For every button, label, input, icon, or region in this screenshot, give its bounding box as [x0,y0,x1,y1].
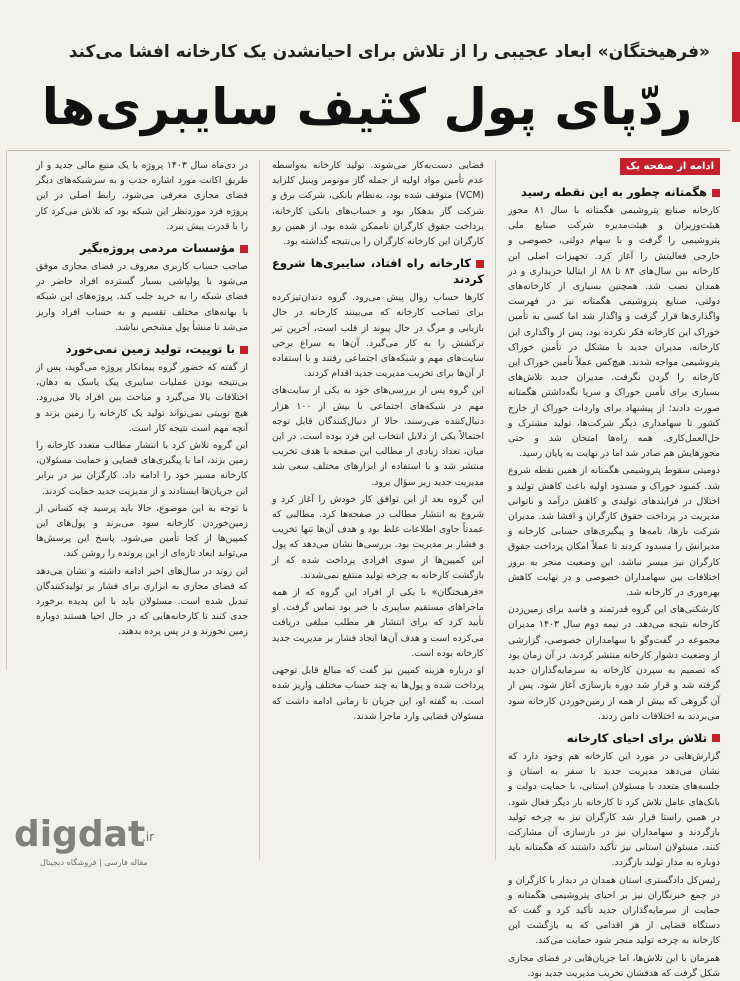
paragraph: کارخانه صنایع پتروشیمی هگمتانه با سال ۸۱ مجوز هیئت‌وزیران و هیئت‌مدیره شرکت صنایع ملی پتروشیمی را گرفت و با سهام دولتی، خصوصی و خارجی فعالیتش را آغاز کرد. تجهیزات اصلی این کارخانه بین سال‌های ۸۴ تا ۸۸ از ایتالیا خریداری و در همدان نصب شد. همچنین بسیاری از کارخانه‌های دولتی، صنایع پتروشیمی هگمتانه نیز در فهرست واگذاری‌ها قرار گرفت و واگذار شد اما کسی به تأمین خوراک این کارخانه فکر نکرده بود. پس از واگذاری این کارخانه، مدیران جدید با مشکل در تأمین خوراک پتروشیمی مواجه شدند. هیچ‌کس عملاً تأمین خوراک این کارخانه را گردن نگرفت. مدیران جدید تلاش‌های بسیاری برای تأمین خوراک و سرپا نگه‌داشتن هگمتانه صورت دادند؛ از پیشنهاد برای واردات خوراک از خارج کشور تا سهامداری دیگر شرکت‌ها، تولید مشترک و حل‌العمل‌کاری. همه راه‌ها امتحان شد و حتی مجوزهایش هم صادر شد اما در نهایت به پایان رسید. [508,205,720,460]
continued-label: ادامه از صفحه یک [620,158,720,175]
article-kicker: «فرهیختگان» ابعاد عجیبی را از تلاش برای احیانشدن یک کارخانه افشا می‌کند [68,42,710,62]
adjacent-page-edge [0,150,7,670]
paragraph: دومیتی سقوط پتروشیمی هگمتانه از همین نقطه شروع شد. کمبود خوراک و مسدود اولیه باعث کاهش تولید و اختلال در فرایندهای تولیدی و کاهش درآمد و ناتوانی مدیریت در پرداخت حقوق کارگران و افشا شد. مدیران شرکت بارها، نامه‌ها و پیگیری‌های حسابی کارخانه و مدیرانش را مسدود کردند تا عملاً امکان پرداخت حقوق کارگران نیز میسر نباشد. این وضعیت منجر به بروز اختلافات بین سهامداران خصوصی و در نهایت کاهش بهره‌وری در کارخانه شد. [508,465,720,599]
paragraph: گزارش‌هایی در مورد این کارخانه هم وجود دارد که نشان می‌دهد مدیریت جدید با سفر به استان و جلسه‌های متعدد با مسئولان استانی، با حمایت دولت و بانک‌های عامل تلاش کرد تا کارخانه بار دیگر فعال شود. در همین راستا قرار شد کارگران نیز به چرخه تولید بازگردند و سهامداران نیز در بازسازی آن مشارکت کنند. مسئولان استانی نیز تأکید داشتند که هگمتانه باید دوباره به مدار تولید بازگردد. [508,750,720,869]
bullet-square-icon [240,346,248,354]
article-column-middle [272,158,484,864]
bullet-square-icon [240,245,248,253]
bullet-square-icon [712,734,720,742]
paragraph: «فرهیختگان» با یکی از افراد این گروه که از همه ماجراهای مستقیم سایبری با خبر بود تماس گرفت. او تأیید کرد که برای انتشار هر مطلب مبلغی دریافت می‌کرده است و هدف آن‌ها ایجاد فشار بر مدیریت جدید کارخانه بوده است. [272,587,484,659]
paragraph: با توجه به این موضوع، حالا باید پرسید چه کسانی از زمین‌خوردن کارخانه سود می‌برند و پول‌های این کمپین‌ها از کجا تأمین می‌شود. پاسخ این پرسش‌ها می‌تواند ابعاد تازه‌ای از این پرونده را روشن کند. [36,502,248,560]
section-heading: هگمتانه چطور به این نقطه رسید [508,184,720,200]
column-divider [259,160,260,860]
paragraph: این گروه بعد از این توافق کار خودش را آغاز کرد و شروع به انتشار مطالب در صفحه‌ها کرد. مطالبی که عمدتاً حاوی اطلاعات غلط بود و هدف آن‌ها تنها تخریب و فشار بر مدیریت بود. بررسی‌ها نشان می‌دهد که پول این کمپین‌ها از سوی افرادی پرداخت شده که از بازگشت کارخانه به چرخه تولید منتفع نمی‌شدند. [272,493,484,581]
paragraph: از گفته که حضور گروه پیمانکار پروژه می‌گوید، پس از بی‌نتیجه بودن عملیات سایبری پیک یاسک به دهان، اختلافات بالا می‌گیرد و مباحث بین افراد بالا می‌رود. هیچ توییتی نمی‌تواند تولید یک کارخانه را زمین بزند و آنچه مهم است نتیجه کار است. [36,362,248,434]
paragraph: او درباره هزینه کمپین نیز گفت که مبالغ قابل توجهی پرداخت شده و پول‌ها به چند حساب مختلف واریز شده است. به گفته او، این جریان تا زمانی ادامه داشت که مسئولان قضایی وارد ماجرا شدند. [272,665,484,722]
section-heading: با توییت، تولید زمین نمی‌خورد [36,341,248,357]
paragraph: صاحب حساب کاربری معروف در فضای مجازی موفق می‌شود با پولپاشی بسیار گسترده افراد حاضر در فضای شبکه را به خرید جلب کند. پروژه‌های این شبکه با بهانه‌های مختلف تقسیم و به حساب افراد واریز می‌شد تا منشأ پول مشخص نباشد. [36,261,248,333]
paragraph: این گروه تلاش کرد با انتشار مطالب متعدد کارخانه را زمین بزند، اما با پیگیری‌های قضایی و حمایت مسئولان، کارخانه مسیر خود را ادامه داد. کارگران نیز در برابر این جریان‌ها ایستادند و از مدیریت جدید حمایت کردند. [36,440,248,497]
watermark-domain: .ir [142,830,155,844]
article-headline: ردّپای پول کثیف سایبری‌ها [41,78,693,136]
section-color-strip [732,52,740,122]
paragraph: کارها حساب روال پیش می‌رود. گروه دندان‌تیزکرده برای تصاحب کارخانه که می‌بینند کارخانه در حال بازیابی و مرگ در حال پیوند از قلب است، آخرین تیر ترکشش را به کار می‌گیرد. آن‌ها به سراغ برخی سایت‌های مهم و شبکه‌های اجتماعی رفتند و با استفاده از آن‌ها برای تخریب مدیریت جدید اقدام کردند. [272,292,484,380]
section-heading: کارخانه راه افتاد، سایبری‌ها شروع کردند [272,256,484,287]
section-heading: تلاش برای احیای کارخانه [508,730,720,746]
article-column-right [508,158,720,979]
paragraph: در دی‌ماه سال ۱۴۰۳ پروژه با یک منبع مالی جدید و از طریق اکانت مورد اشاره جذب و به سرشبکه‌های دیگر فضای مجازی معرفی می‌شود. رابط اصلی در این پروژه فرد موردنظر این شبکه بود که تلاش می‌کرد کار را با قدرت پیش ببرد. [36,160,248,232]
paragraph: رئیس‌کل دادگستری استان همدان در دیدار با کارگران و در جمع خبرنگاران نیز بر احیای پتروشیمی هگمتانه و حمایت از سرمایه‌گذاران جدید تأکید کرد و گفت که دستگاه قضایی از هر اقدامی که به بازگشت این کارخانه به چرخه تولید منجر شود حمایت می‌کند. [508,874,720,947]
bullet-square-icon [476,260,484,268]
column-divider [495,160,496,860]
paragraph: قضایی دست‌به‌کار می‌شوند. تولید کارخانه به‌واسطه عدم تأمین مواد اولیه از جمله گاز مونومر وینیل کلراید (VCM) متوقف شده بود، به‌نظام بانکی، شرکت برق و شرکت گاز بدهکار بود و حساب‌های بانکی کارخانه، پرداخت حقوق کارگران ناممکن شده بود. از همین رو کارگران این کارخانه کارگران را بی‌نتیجه گذاشته بود. [272,160,484,248]
site-watermark [10,814,160,870]
paragraph: این گروه پس از بررسی‌های خود به یکی از سایت‌های مهم در شبکه‌های اجتماعی با بیش از ۱۰۰ هزار دنبال‌کننده می‌رسند. حالا از دنبال‌کنندگان قابل توجه احتمالاً یکی از دلایل انتخاب این فرد بوده است. در این میان، تعداد زیادی از مطالب این صفحه با هدف تخریب منتشر شد و با استفاده از ابزارهای مختلف سعی شد مدیریت جدید زیر سؤال برود. [272,385,485,488]
headline-rule [8,150,730,151]
paragraph: همزمان با این تلاش‌ها، اما جریان‌هایی در فضای مجازی شکل گرفت که هدفشان تخریب مدیریت جدید بود. [508,952,720,979]
article-column-left [36,158,248,864]
paragraph: کارشکنی‌های این گروه قدرتمند و فاسد برای زمین‌زدن کارخانه نتیجه می‌دهد. در نیمه دوم سال ۱۴۰۳ مدیران مجموعه در گفت‌وگو با سهامداران خصوصی، گزارشی از وضعیت دشوار کارخانه منتشر کردند. در آن زمان بود که تصمیم به سپردن کارخانه به سرمایه‌گذاران جدید گرفته شد و قرار شد دوره بازسازی آغاز شود. پس از آن گروهی که بیش از همه از زمین‌خوردن کارخانه سود می‌بردند به اختلافات دامن زدند. [508,604,720,722]
watermark-tagline: مقاله فارسی | فروشگاه دیجیتال [40,858,148,867]
paragraph: این روند در سال‌های اخیر ادامه داشته و نشان می‌دهد که فضای مجازی به ابزاری برای فشار بر تولیدکنندگان تبدیل شده است. مسئولان باید با این پدیده برخورد جدی کنند تا کارخانه‌هایی که در حال احیا هستند دوباره زمین نخورند و در پس پرده بدهند. [36,565,248,638]
watermark-logo: digdat [14,814,146,855]
section-heading: مؤسسات مردمی پروژه‌بگیر [36,240,248,256]
bullet-square-icon [712,189,720,197]
